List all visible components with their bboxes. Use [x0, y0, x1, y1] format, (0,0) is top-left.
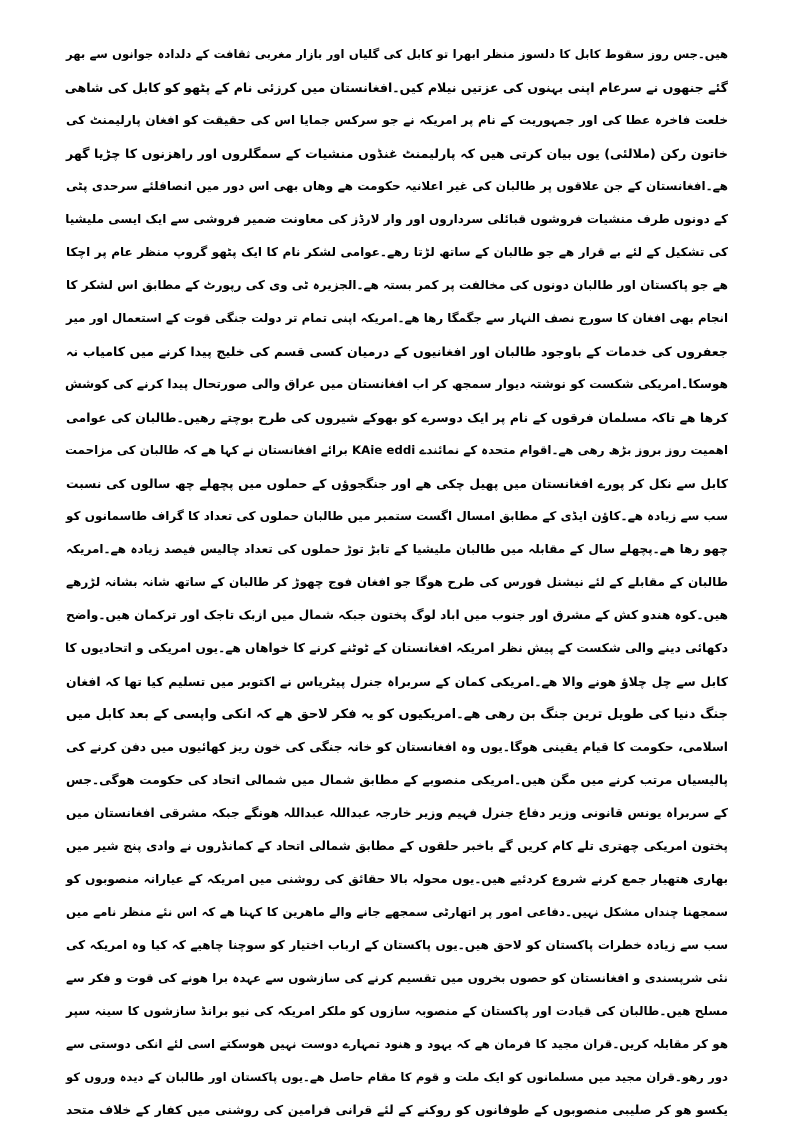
text-line-20: کابل سے چل چلاؤ ھونے والا ھے۔امریکی کمان کے سربراہ جنرل پیٹریاس نے اکتوبر میں تسلیم کیا تھا کہ افغان [66, 674, 728, 689]
text-line-14: کابل سے نکل کر پورے افغانستان میں پھیل چکی ھے اور جنگجوؤں کے حملوں میں پچھلے چھ سالوں کی نسبت [66, 476, 728, 491]
text-line-13: اھمیت روز بروز بڑھ رھی ھے۔اقوام متحدہ کے نمائندے KAie eddi برائے افغانستان نے کہا ھے کہ طالبان کی مزاحمت [65, 443, 728, 457]
text-line-8: ھے جو پاکستان اور طالبان دونوں کی مخالفت پر کمر بستہ ھے۔الجزیرہ ٹی وی کی رپورٹ کے مطابق اس لشکر کا [66, 278, 728, 292]
text-line-18: ھیں۔کوہ ھندو کش کے مشرق اور جنوب میں اباد لوگ پختون جبکہ شمال میں ازبک تاجک اور ترکمان ھیں۔واضح [66, 608, 728, 622]
text-line-16: چھو رھا ھے۔پچھلے سال کے مقابلہ میں طالبان ملیشیا کے تابڑ توڑ حملوں کی تعداد چالیس فیصد زیادہ ھے۔امریکہ [66, 542, 728, 556]
text-line-9: انجام بھی افغان کا سورج نصف النہار سے جگمگا رھا ھے۔امریکہ اپنی تمام تر دولت جنگی قوت کے استعمال اور میر [66, 311, 728, 325]
document-page [64, 38, 728, 1117]
text-line-22: اسلامی، حکومت کا قیام یقینی ھوگا۔یوں وہ افغانستان کو خانہ جنگی کی خون ریز کھائیوں میں دفن کرنے کی [66, 740, 728, 754]
text-line-11: ھوسکا۔امریکی شکست کو نوشتہ دیوار سمجھ کر اب افغانستان میں عراق والی صورتحال پیدا کرنے کی کوشش [64, 377, 728, 391]
text-line-30: مسلح ھیں۔طالبان کی قیادت اور پاکستان کے منصوبہ سازوں کو ملکر امریکہ کی نیو برانڈ سازشوں کا سینہ سپر [66, 1004, 728, 1018]
text-line-26: بھاری ھتھیار جمع کرنے شروع کردئیے ھیں۔یوں محولہ بالا حقائق کی روشنی میں امریکہ کے عیارانہ منصوبوں کو [66, 872, 728, 886]
text-line-5: ھے۔افغانستان کے جن علاقوں پر طالبان کی غیر اعلانیہ حکومت ھے وھاں بھی اس دور میں انصافلئے سرحدی پٹی [66, 179, 728, 193]
text-line-4: خاتون رکن (ملالئی) یوں بیان کرتی ھیں کہ پارلیمنٹ غنڈوں منشیات کے سمگلروں اور راھزنوں کا چڑیا گھر [66, 146, 728, 161]
text-line-3: خلعت فاخرہ عطا کی اور جمہوریت کے نام پر امریکہ نے جو سرکس جمایا اس کی حقیقت کو افغان پارلیمنٹ کی [66, 113, 728, 127]
text-line-1: ھیں۔جس روز سقوط کابل کا دلسوز منظر ابھرا تو کابل کی گلیاں اور بازار مغربی ثقافت کے دلدادہ جوانوں سے بھر [66, 47, 728, 61]
text-line-33: یکسو ھو کر صلیبی منصوبوں کے طوفانوں کو روکنے کے لئے قرانی فرامین کی روشنی میں کفار کے خلاف متحد [66, 1103, 728, 1117]
text-line-29: نئی شرپسندی و افغانستان کو حصوں بخروں میں تقسیم کرنے کی سازشوں سے عہدہ برا ھونے کی قوت و فکر سے [66, 971, 728, 985]
text-line-28: سب سے زیادہ خطرات پاکستان کو لاحق ھیں۔یوں پاکستان کے ارباب اختیار کو سوچنا چاھیے کہ کیا وہ امریکہ کی [66, 938, 728, 952]
text-line-25: پختون امریکی چھتری تلے کام کریں گے باخبر حلقوں کے مطابق شمالی اتحاد کے کمانڈروں نے وادی پنج شیر میں [66, 839, 728, 853]
text-line-21: جنگ دنیا کی طویل ترین جنگ بن رھی ھے۔امریکیوں کو یہ فکر لاحق ھے کہ انکی واپسی کے بعد کابل میں [66, 707, 728, 722]
text-line-12: کرھا ھے تاکہ مسلمان فرقوں کے نام پر ایک دوسرے کو بھوکے شیروں کی طرح بوچتے رھیں۔طالبان کی عوامی [66, 410, 728, 425]
text-line-10: جعفروں کی خدمات کے باوجود طالبان اور افغانیوں کے درمیان کسی قسم کی خلیج پیدا کرنے میں کامیاب نہ [66, 344, 728, 359]
text-line-2: گئے جنھوں نے سرعام اپنی بہنوں کی عزتیں نیلام کیں۔افغانستان میں کرزئی نام کے پٹھو کو کابل کی شاھی [64, 80, 728, 95]
text-line-7: کی تشکیل کے لئے بے قرار ھے جو طالبان کے ساتھ لڑتا رھے۔عوامی لشکر نام کا ایک پٹھو گروپ منظر عام پر اچکا [66, 245, 728, 259]
text-line-24: کے سربراہ یونس قانونی وزیر دفاع جنرل فہیم وزیر خارجہ عبداللہ عبداللہ ھونگے جبکہ مشرقی افغانستان میں [66, 806, 728, 820]
text-line-31: ھو کر مقابلہ کریں۔قران مجید کا فرمان ھے کہ یہود و ھنود تمہارے دوست نہیں ھوسکتے اسی لئے انکی دوستی سے [66, 1037, 728, 1051]
text-line-15: سب سے زیادہ ھے۔کاؤن ایڈی کے مطابق امسال اگست ستمبر میں طالبان حملوں کی تعداد کا گراف طاسمانوں کو [66, 509, 728, 523]
text-line-19: دکھائی دینے والی شکست کے پیش نظر امریکہ افغانستان کے ٹوٹنے کرنے کا خواھاں ھے۔یوں امریکی و اتحادیوں کا [64, 641, 728, 655]
text-line-27: سمجھنا چنداں مشکل نہیں۔دفاعی امور پر اتھارٹی سمجھے جانے والے ماھرین کا کہنا ھے کہ اس نئے منظر نامے میں [66, 905, 728, 919]
text-line-17: طالبان کے مقابلے کے لئے نیشنل فورس کی طرح ھوگا جو افغان فوج چھوڑ کر طالبان کے ساتھ شانہ بشانہ لڑرھے [66, 575, 728, 589]
text-line-32: دور رھو۔قران مجید میں مسلمانوں کو ایک ملت و قوم کا مقام حاصل ھے۔یوں پاکستان اور طالبان کے دیدہ وروں کو [66, 1070, 728, 1084]
text-line-23: پالیسیاں مرتب کرنے میں مگن ھیں۔امریکی منصوبے کے مطابق شمال میں شمالی اتحاد کی حکومت ھوگی۔جس [66, 773, 728, 787]
article-body [66, 38, 728, 1127]
text-line-6: کے دونوں طرف منشیات فروشوں قبائلی سرداروں اور وار لارڈز کی معاونت ضمیر فروشی سے ایک ایسی ملیشیا [65, 212, 728, 226]
